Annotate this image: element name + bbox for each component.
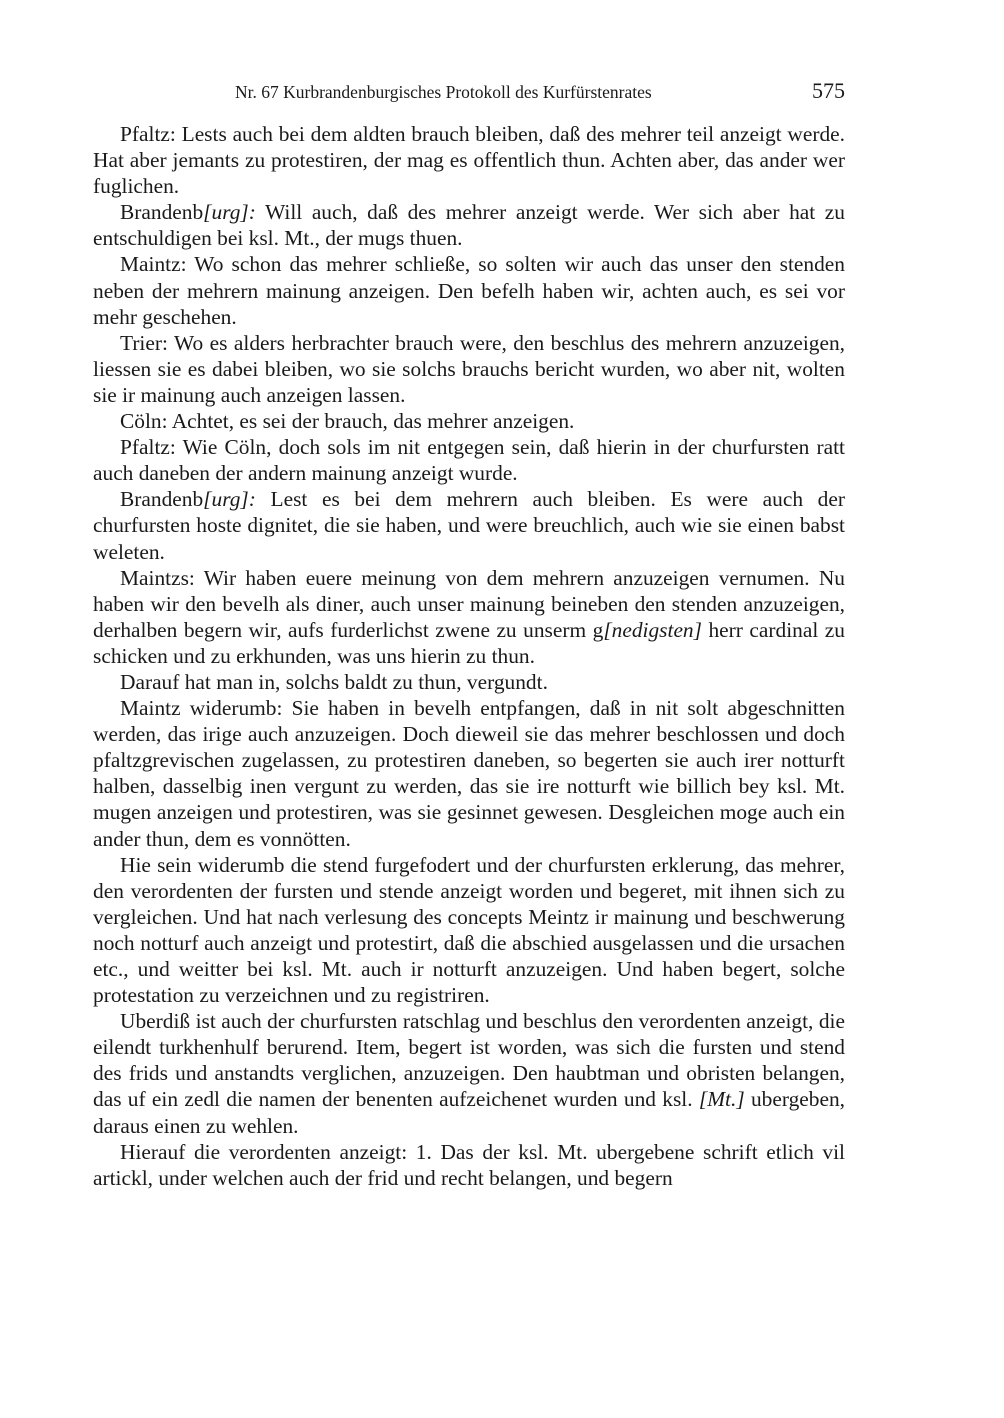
running-header-title: Nr. 67 Kurbrandenburgisches Protokoll des Kurfürstenrates [235, 82, 652, 102]
paragraph [93, 486, 845, 564]
paragraph-text: Uberdiß ist auch der churfursten ratschlag und beschlus den verordenten anzeigt, die eilendt turkhenhulf berurend. Item, begert ist worden, was sich die fursten und stend des frids und anstandts verglichen, anzuzeigen. Den haubtman und obristen belangen, das uf ein zedl die namen der benenten aufzeichenet wurden und ksl. [93, 1009, 845, 1112]
paragraph-text: Pfaltz: Wie Cöln, doch sols im nit entgegen sein, daß hierin in der churfursten ratt auch daneben der andern mainung anzeigt wurde. [93, 435, 845, 486]
paragraph-text: ubergeben, daraus einen zu wehlen. [93, 1087, 845, 1138]
running-header [93, 78, 845, 108]
paragraph [93, 669, 845, 695]
paragraph-text: Hie sein widerumb die stend furgefodert und der churfursten erklerung, das mehrer, den verordenten der fursten und stende anzeigt worden und begeret, mit ihnen sich zu vergleichen. Und hat nach verlesung des concepts Meintz ir mainung und beschwerung noch notturf auch anzeigt und protestirt, daß die abschied ausgelassen und die ursachen etc., und weitter bei ksl. Mt. auch ir notturft anzuzeigen. Und haben begert, solche protestation zu verzeichnen und zu registriren. [93, 852, 845, 1008]
paragraph [93, 330, 845, 408]
paragraph [93, 251, 845, 329]
paragraph-text: Lest es bei dem mehrern auch bleiben. Es were auch der churfursten hoste dignitet, die sie haben, und were breuchlich, auch wie sie einen babst weleten. [93, 487, 845, 564]
paragraph [93, 434, 845, 486]
paragraph-text: Hierauf die verordenten anzeigt: 1. Das der ksl. Mt. ubergebene schrift etlich vil artickl, under welchen auch der frid und recht belangen, und begern [93, 1139, 845, 1190]
editorial-insertion: [Mt.] [698, 1087, 745, 1112]
paragraph [93, 408, 845, 434]
paragraph-text: Pfaltz: Lests auch bei dem aldten brauch bleiben, daß des mehrer teil anzeigt werde. Hat aber jemants zu protestiren, der mag es offentlich thun. Achten aber, das ander wer fuglichen. [93, 122, 845, 199]
paragraph [93, 695, 845, 852]
paragraph-text: Darauf hat man in, solchs baldt zu thun, vergundt. [120, 669, 548, 694]
paragraph [93, 565, 845, 669]
paragraph [93, 1008, 845, 1138]
paragraph-text: Cöln: Achtet, es sei der brauch, das mehrer anzeigen. [120, 409, 575, 434]
paragraph-text: Will auch, daß des mehrer anzeigt werde. Wer sich aber hat zu entschuldigen bei ksl. Mt., der mugs thuen. [93, 200, 845, 251]
paragraph-text: herr cardinal zu schicken und zu erkhunden, was uns hierin zu thun. [93, 617, 846, 668]
paragraph [93, 199, 845, 251]
paragraph-text: Brandenb [120, 487, 204, 512]
body-text [93, 121, 845, 1191]
paragraph [93, 852, 845, 1009]
paragraph-text: Trier: Wo es alders herbrachter brauch were, den beschlus des mehrern anzuzeigen, liessen sie es dabei bleiben, wo sie solchs brauchs bericht wurden, wo aber nit, wolten sie ir mainung auch anzeigen lassen. [93, 330, 845, 407]
paragraph [93, 1139, 845, 1191]
paragraph-text: Maintzs: Wir haben euere meinung von dem mehrern anzuzeigen vernumen. Nu haben wir den bevelh als diner, auch unser mainung beineben den stenden anzuzeigen, derhalben begern wir, aufs furderlichst zwene zu unserm g [93, 565, 845, 642]
document-page [93, 78, 845, 1191]
paragraph-text: Maintz: Wo schon das mehrer schließe, so solten wir auch das unser den stenden neben der mehrern mainung anzeigen. Den befelh haben wir, achten auch, es sei vor mehr geschehen. [93, 252, 845, 329]
paragraph [93, 121, 845, 199]
page-number: 575 [812, 78, 845, 103]
editorial-insertion: [nedigsten] [603, 617, 702, 642]
editorial-insertion: [urg]: [203, 487, 256, 512]
paragraph-text: Brandenb [120, 200, 204, 225]
paragraph-text: Maintz widerumb: Sie haben in bevelh entpfangen, daß in nit solt abgeschnitten werden, das irige auch anzuzeigen. Doch dieweil sie das mehrer beschlossen und doch pfaltzgrevischen zugelassen, zu protestiren daneben, so begerten sie auch irer notturft halben, dasselbig inen vergunt zu werden, das sie ire notturft wie billich bey ksl. Mt. mugen anzeigen und protestiren, was sie gesinnet gewesen. Desgleichen moge auch ein ander thun, dem es vonnötten. [93, 696, 845, 851]
editorial-insertion: [urg]: [203, 200, 256, 225]
